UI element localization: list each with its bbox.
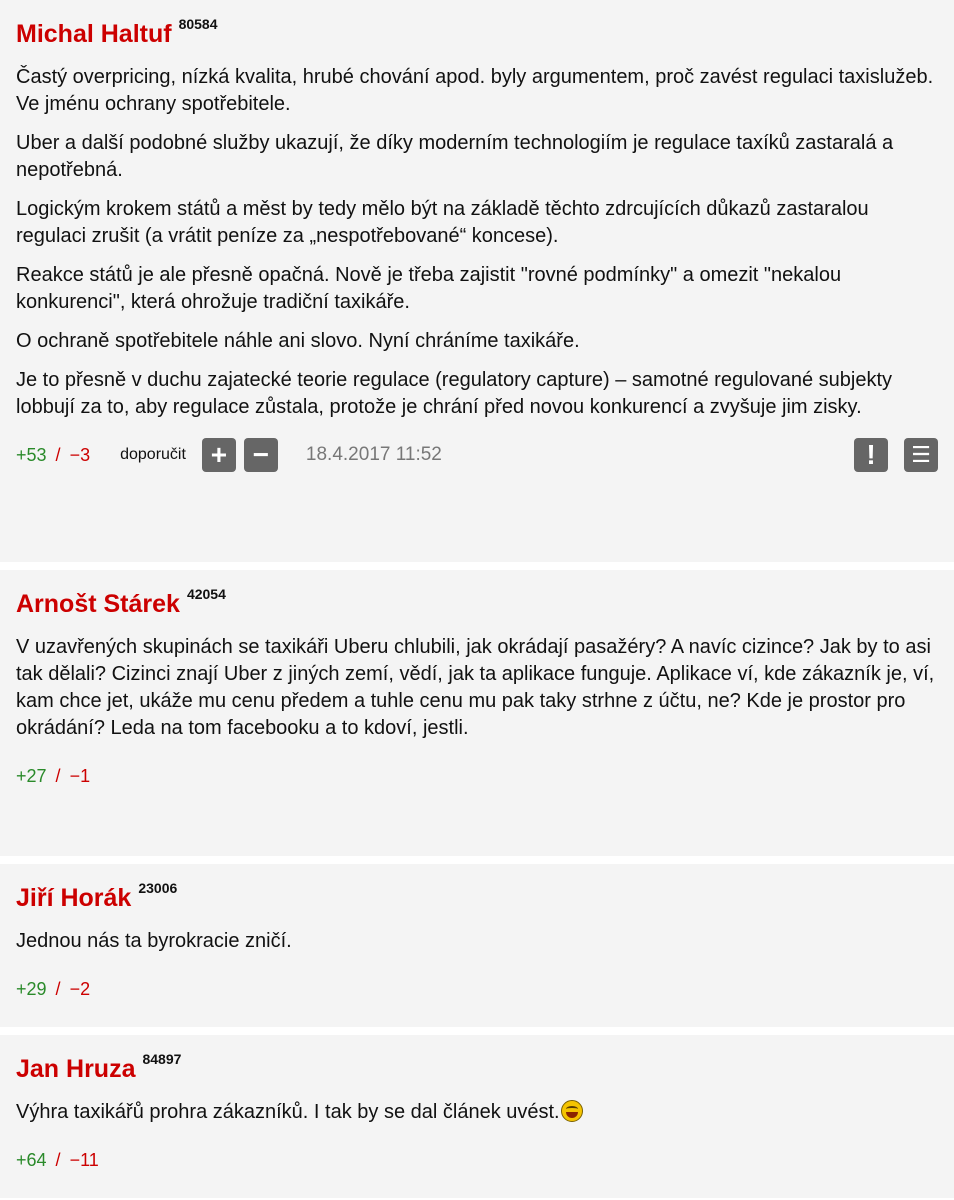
comment-paragraph: O ochraně spotřebitele náhle ani slovo. Nyní chráníme taxikáře. — [16, 330, 580, 352]
comment-actions — [846, 438, 938, 472]
author-link[interactable]: Jiří Horák — [16, 884, 132, 912]
votes-up: +53 — [16, 444, 47, 465]
comment-body — [16, 64, 938, 421]
laughing-emoji-icon — [561, 1100, 583, 1122]
comment-paragraph: Reakce států je ale přesně opačná. Nově je třeba zajistit "rovné podmínky" a omezit "nekalou konkurenci", která ohrožuje tradiční taxikáře. — [16, 264, 842, 313]
comment-header — [16, 14, 938, 54]
votes-separator: / — [55, 1149, 61, 1170]
comment-footer — [16, 756, 938, 796]
comment-paragraph: Častý overpricing, nízká kvalita, hrubé chování apod. byly argumentem, proč zavést regulaci taxislužeb. Ve jménu ochrany spotřebitele. — [16, 66, 934, 115]
votes-up: +64 — [16, 1149, 47, 1170]
votes-down: −11 — [69, 1149, 99, 1170]
comment-header — [16, 878, 938, 918]
report-button[interactable]: ! — [854, 438, 888, 472]
votes-down: −2 — [69, 978, 91, 999]
votes-separator: / — [55, 978, 61, 999]
votes-separator: / — [55, 765, 61, 786]
comment-header — [16, 584, 938, 624]
comment-gap — [0, 562, 954, 570]
comment-gap — [0, 856, 954, 864]
comment-body — [16, 928, 938, 955]
comment-paragraph: V uzavřených skupinách se taxikáři Uberu chlubili, jak okrádají pasažéry? A navíc cizince? Jak by to asi tak dělali? Cizinci znají Uber z jiných zemí, vědí, jak ta aplikace funguje. Aplikace ví, kde zákazník je, ví, kam chce jet, ukáže mu cenu předem a tuhle cenu mu pak taky strhne z účtu, ne? Kde je prostor pro okrádání? Leda na tom facebooku a to kdoví, jestli. — [16, 636, 935, 739]
votes-down: −1 — [69, 765, 91, 786]
comment — [0, 570, 954, 856]
comment-paragraph — [16, 1099, 936, 1126]
comment-paragraph: Uber a další podobné služby ukazují, že díky moderním technologiím je regulace taxíků zastaralá a nepotřebná. — [16, 132, 894, 181]
author-score: 80584 — [178, 16, 218, 32]
downvote-button[interactable]: − — [244, 438, 278, 472]
comment — [0, 1035, 954, 1198]
author-score: 42054 — [186, 586, 226, 602]
comment-paragraph: Jednou nás ta byrokracie zničí. — [16, 930, 292, 952]
votes-down: −3 — [69, 444, 91, 465]
comment-timestamp: 18.4.2017 11:52 — [305, 444, 442, 465]
comment-footer — [16, 435, 938, 475]
votes-separator: / — [55, 444, 61, 465]
votes-up: +27 — [16, 765, 47, 786]
author-link[interactable]: Arnošt Stárek — [16, 590, 180, 618]
comment-text: Výhra taxikářů prohra zákazníků. I tak by se dal článek uvést. — [16, 1101, 560, 1123]
comment-body — [16, 634, 938, 742]
comment-footer — [16, 1140, 938, 1180]
comment-footer — [16, 969, 938, 1009]
author-score: 84897 — [142, 1051, 182, 1067]
recommend-label: doporučit — [120, 446, 186, 463]
comment-header — [16, 1049, 938, 1089]
author-link[interactable]: Jan Hruza — [16, 1055, 136, 1083]
comment — [0, 864, 954, 1027]
upvote-button[interactable]: + — [202, 438, 236, 472]
comment-paragraph: Je to přesně v duchu zajatecké teorie regulace (regulatory capture) – samotné regulované subjekty lobbují za to, aby regulace zůstala, protože je chrání před novou konkurencí a zvyšuje jim zisky. — [16, 369, 893, 418]
comment — [0, 0, 954, 562]
thread-button[interactable]: ☰ — [904, 438, 938, 472]
author-link[interactable]: Michal Haltuf — [16, 20, 172, 48]
comment-paragraph: Logickým krokem států a měst by tedy mělo být na základě těchto zdrcujících důkazů zastaralou regulaci zrušit (a vrátit peníze za „nespotřebované“ koncese). — [16, 198, 869, 247]
comment-gap — [0, 1027, 954, 1035]
author-score: 23006 — [138, 880, 178, 896]
votes-up: +29 — [16, 978, 47, 999]
comment-body — [16, 1099, 938, 1126]
